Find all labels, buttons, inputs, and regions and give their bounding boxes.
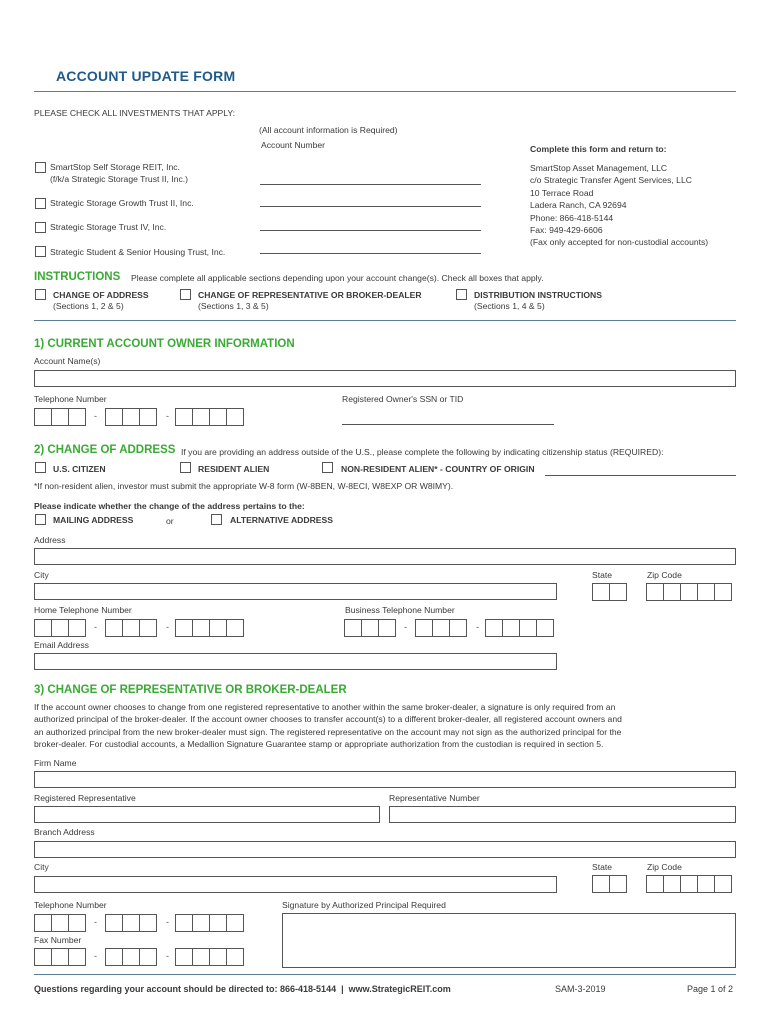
zip-label: Zip Code — [647, 570, 682, 580]
return-line: Ladera Ranch, CA 92694 — [530, 200, 627, 211]
dash: - — [94, 951, 97, 961]
account-number-line-4[interactable] — [260, 253, 481, 254]
instructions-heading: INSTRUCTIONS — [34, 271, 121, 283]
section2-intro: If you are providing an address outside of the U.S., please complete the following by indicating citizenship status (REQUIRED): — [181, 447, 664, 457]
city-input[interactable] — [34, 583, 557, 600]
account-number-line-3[interactable] — [260, 230, 481, 231]
rep-phone-line[interactable] — [175, 914, 243, 932]
firm-label: Firm Name — [34, 758, 77, 768]
investment-checkbox-2[interactable] — [35, 198, 46, 209]
dash: - — [166, 411, 169, 421]
account-number-line-1[interactable] — [260, 184, 481, 185]
alternative-address-checkbox[interactable] — [211, 514, 222, 525]
non-resident-checkbox[interactable] — [322, 462, 333, 473]
paragraph-line: If the account owner chooses to change from one registered representative to another within the same broker-dealer, a signature is only required from an — [34, 702, 616, 712]
business-phone-line[interactable] — [485, 619, 553, 637]
instructions-text: Please complete all applicable sections depending upon your account change(s). Check all boxes that apply. — [131, 273, 544, 283]
footer-rule — [34, 974, 736, 975]
resident-alien-checkbox[interactable] — [180, 462, 191, 473]
pertains-prompt: Please indicate whether the change of the address pertains to the: — [34, 501, 305, 511]
rep-zip-input[interactable] — [646, 875, 731, 893]
home-phone-label: Home Telephone Number — [34, 605, 132, 615]
phone-area-code[interactable] — [34, 408, 85, 426]
investment-label-1: SmartStop Self Storage REIT, Inc. — [50, 162, 180, 172]
section2-heading: 2) CHANGE OF ADDRESS — [34, 444, 176, 456]
fax-label: Fax Number — [34, 935, 82, 945]
zip-input[interactable] — [646, 583, 731, 601]
home-phone-line[interactable] — [175, 619, 243, 637]
return-line: c/o Strategic Transfer Agent Services, LLC — [530, 175, 692, 186]
w8-footnote: *If non-resident alien, investor must submit the appropriate W-8 form (W-8BEN, W-8ECI, W8EXP OR W8IMY). — [34, 481, 454, 491]
section3-paragraph — [34, 701, 736, 751]
phone-line[interactable] — [175, 408, 243, 426]
form-code: SAM-3-2019 — [555, 984, 606, 994]
investments-prompt: PLEASE CHECK ALL INVESTMENTS THAT APPLY: — [34, 108, 236, 118]
change-address-checkbox[interactable] — [35, 289, 46, 300]
city-label: City — [34, 570, 49, 580]
investment-label-3: Strategic Storage Trust IV, Inc. — [50, 222, 167, 232]
return-line: Fax: 949-429-6606 — [530, 225, 603, 236]
us-citizen-checkbox[interactable] — [35, 462, 46, 473]
home-phone-area[interactable] — [34, 619, 85, 637]
investment-label-2: Strategic Storage Growth Trust II, Inc. — [50, 198, 194, 208]
investment-checkbox-4[interactable] — [35, 246, 46, 257]
phone-prefix[interactable] — [105, 408, 156, 426]
dash: - — [94, 411, 97, 421]
signature-box[interactable] — [282, 913, 736, 968]
fax-area[interactable] — [34, 948, 85, 966]
change-address-sections: (Sections 1, 2 & 5) — [53, 301, 124, 311]
account-names-label: Account Name(s) — [34, 356, 101, 366]
dash: - — [94, 622, 97, 632]
return-line: SmartStop Asset Management, LLC — [530, 163, 668, 173]
header-rule — [34, 91, 736, 92]
dash: - — [166, 917, 169, 927]
city-label: City — [34, 862, 49, 872]
address-input[interactable] — [34, 548, 736, 565]
investment-checkbox-1[interactable] — [35, 162, 46, 173]
rep-input[interactable] — [34, 806, 380, 823]
address-label: Address — [34, 535, 66, 545]
dash: - — [94, 917, 97, 927]
account-number-line-2[interactable] — [260, 206, 481, 207]
rep-telephone-label: Telephone Number — [34, 900, 107, 910]
non-resident-label: NON-RESIDENT ALIEN* - COUNTRY OF ORIGIN — [341, 464, 535, 474]
mailing-address-checkbox[interactable] — [35, 514, 46, 525]
business-phone-label: Business Telephone Number — [345, 605, 455, 615]
fax-line[interactable] — [175, 948, 243, 966]
return-line: 10 Terrace Road — [530, 187, 594, 198]
return-line: Phone: 866-418-5144 — [530, 212, 614, 223]
change-rep-checkbox[interactable] — [180, 289, 191, 300]
ssn-label: Registered Owner's SSN or TID — [342, 394, 464, 404]
rep-number-label: Representative Number — [389, 793, 480, 803]
rep-state-input[interactable] — [592, 875, 626, 893]
change-address-label: CHANGE OF ADDRESS — [53, 290, 149, 300]
signature-label: Signature by Authorized Principal Required — [282, 900, 446, 910]
dash: - — [476, 622, 479, 632]
rep-phone-prefix[interactable] — [105, 914, 156, 932]
or-label: or — [166, 516, 174, 526]
state-input[interactable] — [592, 583, 626, 601]
paragraph-line: authorized principal of the broker-dealer. If the account owner chooses to transfer account(s) to a different broker-dealer, all registered account owners and — [34, 714, 622, 725]
resident-alien-label: RESIDENT ALIEN — [198, 464, 270, 474]
email-input[interactable] — [34, 653, 557, 670]
distribution-checkbox[interactable] — [456, 289, 467, 300]
ssn-line[interactable] — [342, 424, 554, 425]
state-label: State — [592, 570, 613, 580]
account-number-label: Account Number — [261, 140, 326, 150]
business-phone-area[interactable] — [344, 619, 395, 637]
home-phone-prefix[interactable] — [105, 619, 156, 637]
rep-number-input[interactable] — [389, 806, 736, 823]
account-names-input[interactable] — [34, 370, 736, 387]
state-label: State — [592, 862, 613, 872]
dash: - — [166, 951, 169, 961]
instructions-rule — [34, 320, 736, 321]
paragraph-line: broker-dealer. For custodial accounts, a Medallion Signature Guarantee stamp or appropriate authorization from the custodian is required in section 5. — [34, 739, 604, 750]
mailing-address-label: MAILING ADDRESS — [53, 515, 134, 525]
footer-contact: Questions regarding your account should be directed to: 866-418-5144 | www.StrategicREIT.com — [34, 984, 451, 994]
distribution-sections: (Sections 1, 4 & 5) — [474, 301, 545, 311]
investment-checkbox-3[interactable] — [35, 222, 46, 233]
country-origin-line[interactable] — [545, 475, 736, 476]
fax-prefix[interactable] — [105, 948, 156, 966]
return-address — [530, 162, 708, 249]
investment-label-4: Strategic Student & Senior Housing Trust, Inc. — [50, 247, 226, 257]
branch-input[interactable] — [34, 841, 736, 858]
required-note: (All account information is Required) — [259, 125, 398, 135]
rep-label: Registered Representative — [34, 793, 136, 803]
change-rep-sections: (Sections 1, 3 & 5) — [198, 301, 269, 311]
dash: - — [166, 622, 169, 632]
alternative-address-label: ALTERNATIVE ADDRESS — [230, 515, 333, 525]
page-number: Page 1 of 2 — [687, 984, 734, 994]
telephone-label: Telephone Number — [34, 394, 107, 404]
change-rep-label: CHANGE OF REPRESENTATIVE OR BROKER-DEALER — [198, 290, 422, 300]
rep-city-input[interactable] — [34, 876, 557, 893]
section3-heading: 3) CHANGE OF REPRESENTATIVE OR BROKER-DEALER — [34, 684, 347, 696]
section1-heading: 1) CURRENT ACCOUNT OWNER INFORMATION — [34, 338, 295, 350]
zip-label: Zip Code — [647, 862, 682, 872]
return-line: (Fax only accepted for non-custodial accounts) — [530, 237, 709, 248]
return-heading: Complete this form and return to: — [530, 144, 667, 154]
us-citizen-label: U.S. CITIZEN — [53, 464, 106, 474]
form-title: ACCOUNT UPDATE FORM — [56, 68, 236, 84]
email-label: Email Address — [34, 640, 89, 650]
distribution-label: DISTRIBUTION INSTRUCTIONS — [474, 290, 602, 300]
business-phone-prefix[interactable] — [415, 619, 466, 637]
branch-label: Branch Address — [34, 827, 95, 837]
firm-input[interactable] — [34, 771, 736, 788]
rep-phone-area[interactable] — [34, 914, 85, 932]
investment-sublabel-1: (f/k/a Strategic Storage Trust II, Inc.) — [50, 174, 189, 184]
dash: - — [404, 622, 407, 632]
paragraph-line: an authorized principal from the new broker-dealer must sign. The registered representative on the account may not sign as the authorized principal for the — [34, 726, 622, 737]
